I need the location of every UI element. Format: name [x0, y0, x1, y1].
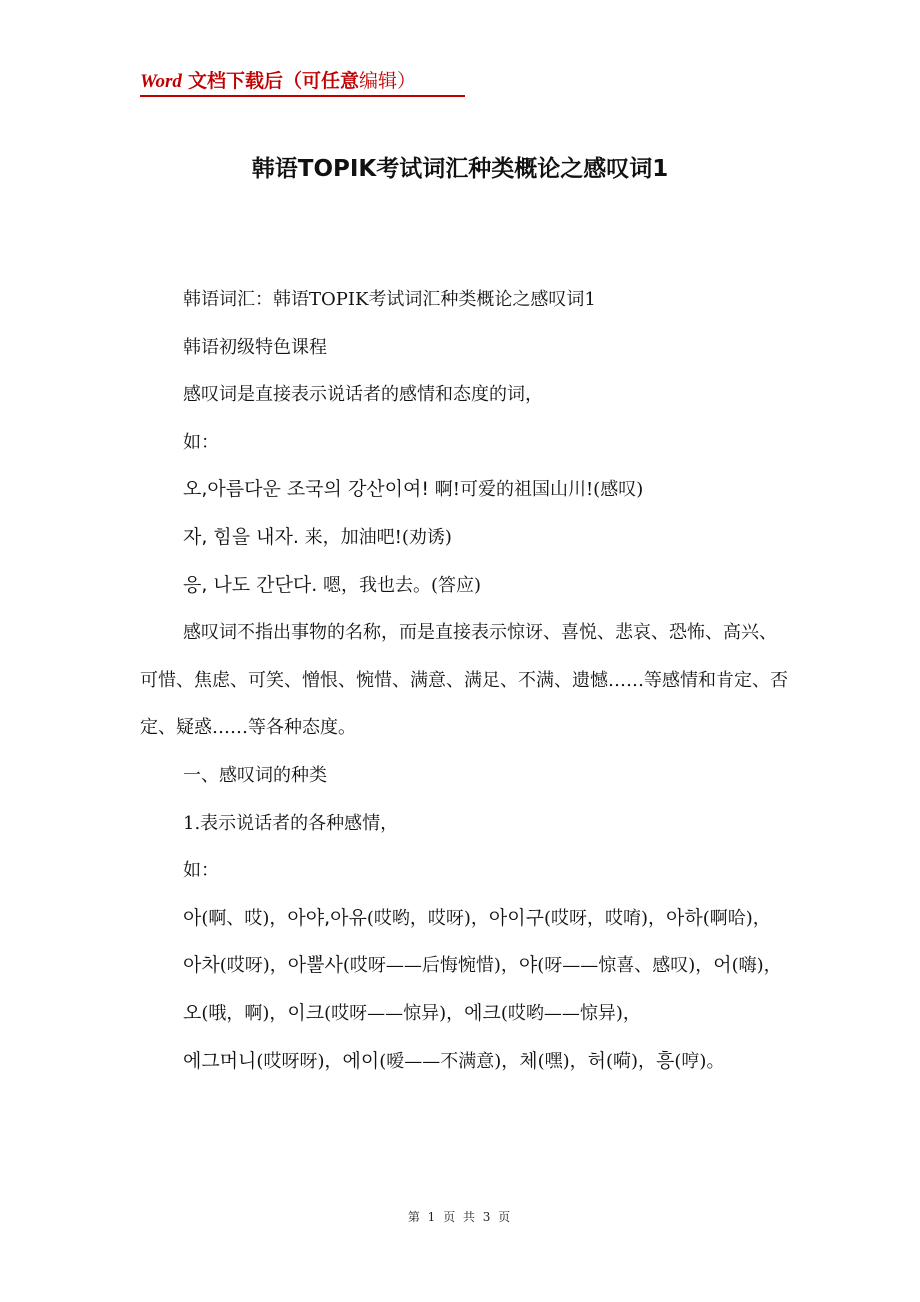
korean-interjection: 흥: [656, 1049, 675, 1072]
page-footer: 第 1 页 共 3 页: [407, 1210, 513, 1224]
interjection-meaning: (呀——惊喜、感叹)，: [537, 955, 714, 977]
example-sentence: [140, 466, 790, 514]
korean-interjection: 이크: [287, 1001, 325, 1024]
interjection-meaning: (嘿)，: [537, 1050, 588, 1072]
korean-interjection: 체: [519, 1049, 538, 1072]
korean-interjection: 아: [183, 906, 202, 929]
paragraph: 韩语词汇：韩语TOPIK考试词汇种类概论之感叹词1: [183, 289, 596, 310]
interjection-meaning: (哦，啊)，: [201, 1002, 288, 1024]
interjection-meaning: (哎哟，哎呀)，: [366, 907, 489, 929]
interjection-list: [140, 990, 790, 1038]
korean-interjection: 허: [587, 1049, 606, 1072]
interjection-meaning: (哎呀，哎唷)，: [543, 907, 667, 929]
header-text: 文档下载后（可任意: [187, 70, 359, 92]
document-header: [140, 66, 465, 97]
example-sentence: [140, 562, 790, 610]
interjection-meaning: (哎呀)，: [219, 955, 288, 977]
header-word: Word: [140, 71, 182, 92]
interjection-meaning: (嗬)，: [606, 1050, 657, 1072]
korean-interjection: 아이구: [488, 906, 544, 929]
korean-text: 응, 나도 간단다.: [183, 573, 318, 596]
interjection-list: [140, 895, 790, 943]
page-title: 韩语TOPIK考试词汇种类概论之感叹词1: [251, 156, 669, 182]
korean-interjection: 아차: [183, 954, 220, 977]
interjection-meaning: (哎哟——惊异)，: [500, 1002, 641, 1024]
paragraph: 1.表示说话者的各种感情，: [183, 812, 399, 834]
paragraph: 感叹词不指出事物的名称，而是直接表示惊讶、喜悦、悲哀、恐怖、高兴、可惜、焦虑、可笑、憎恨、惋惜、满意、满足、不满、遗憾……等感情和肯定、否定、疑惑……等各种态度。: [140, 622, 788, 739]
interjection-meaning: (哎呀呀)，: [256, 1050, 343, 1072]
korean-interjection: 아뿔사: [287, 954, 343, 977]
interjection-meaning: (嗨)，: [731, 955, 782, 977]
interjection-meaning: (啊哈)，: [702, 907, 771, 929]
paragraph: 韩语初级特色课程: [183, 336, 327, 358]
korean-text: 오,아름다운 조국의 강산이여!: [183, 478, 429, 501]
paragraph: 感叹词是直接表示说话者的感情和态度的词，: [183, 384, 543, 406]
interjection-list: [140, 942, 790, 990]
korean-interjection: 에이: [342, 1049, 380, 1072]
header-text-edit: 编辑）: [358, 70, 416, 92]
korean-interjection: 에크: [464, 1001, 501, 1024]
interjection-meaning: (啊、哎)，: [201, 907, 288, 929]
interjection-meaning: (哎呀——惊异)，: [324, 1002, 465, 1024]
chinese-text: 啊!可爱的祖国山川!(感叹): [428, 479, 644, 501]
section-heading: 一、感叹词的种类: [183, 764, 327, 786]
interjection-meaning: (哎呀——后悔惋惜)，: [342, 955, 519, 977]
korean-interjection: 아하: [666, 906, 703, 929]
document-body: [140, 276, 790, 1085]
korean-interjection: 야: [518, 954, 538, 977]
korean-interjection: 에그머니: [183, 1049, 257, 1072]
chinese-text: 来，加油吧!(劝诱): [298, 526, 452, 548]
korean-text: 자, 힘을 내자.: [183, 525, 299, 548]
korean-interjection: 오: [183, 1001, 202, 1024]
example-sentence: [140, 514, 790, 562]
paragraph: 如：: [183, 860, 219, 882]
interjection-list: [140, 1038, 790, 1086]
korean-interjection: 어: [713, 954, 732, 977]
chinese-text: 嗯，我也去。(答应): [317, 574, 482, 596]
interjection-meaning: (嗳——不满意)，: [379, 1050, 520, 1072]
interjection-meaning: (哼)。: [674, 1050, 725, 1072]
korean-interjection: 아야,아유: [287, 906, 367, 929]
paragraph: 如：: [183, 431, 219, 453]
